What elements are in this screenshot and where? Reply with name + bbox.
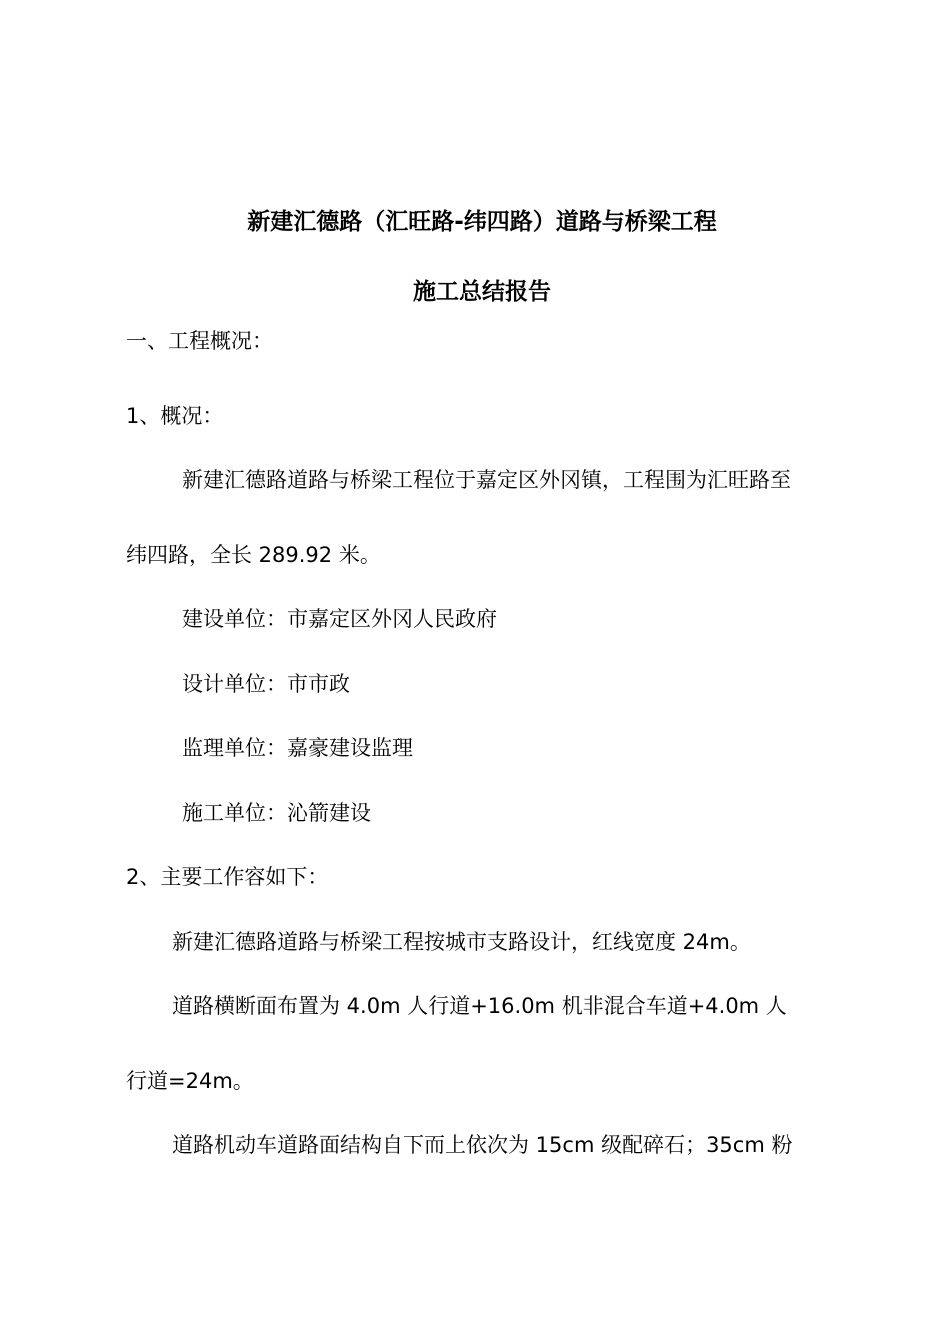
design-unit-line: 设计单位：市市政 xyxy=(182,672,350,696)
work-paragraph2-line2: 行道=24m。 xyxy=(126,1069,254,1093)
work-paragraph2-line1: 道路横断面布置为 4.0m 人行道+16.0m 机非混合车道+4.0m 人 xyxy=(172,994,787,1018)
subsection1-heading: 1、概况： xyxy=(126,404,224,428)
contractor-unit-line: 施工单位：沁箭建设 xyxy=(182,801,371,825)
construction-unit-line: 建设单位：市嘉定区外冈人民政府 xyxy=(182,607,497,631)
overview-paragraph-line1: 新建汇德路道路与桥梁工程位于嘉定区外冈镇，工程围为汇旺路至 xyxy=(182,468,791,492)
work-paragraph3-line1: 道路机动车道路面结构自下而上依次为 15cm 级配碎石；35cm 粉 xyxy=(172,1133,793,1157)
document-title-line1: 新建汇德路（汇旺路-纬四路）道路与桥梁工程 xyxy=(247,209,717,235)
work-paragraph1: 新建汇德路道路与桥梁工程按城市支路设计，红线宽度 24m。 xyxy=(172,930,751,954)
document-title-line2: 施工总结报告 xyxy=(413,279,551,305)
section1-heading: 一、工程概况： xyxy=(126,329,273,353)
overview-paragraph-line2: 纬四路，全长 289.92 米。 xyxy=(126,543,381,567)
subsection2-heading: 2、主要工作容如下： xyxy=(126,865,329,889)
supervision-unit-line: 监理单位：嘉豪建设监理 xyxy=(182,736,413,760)
